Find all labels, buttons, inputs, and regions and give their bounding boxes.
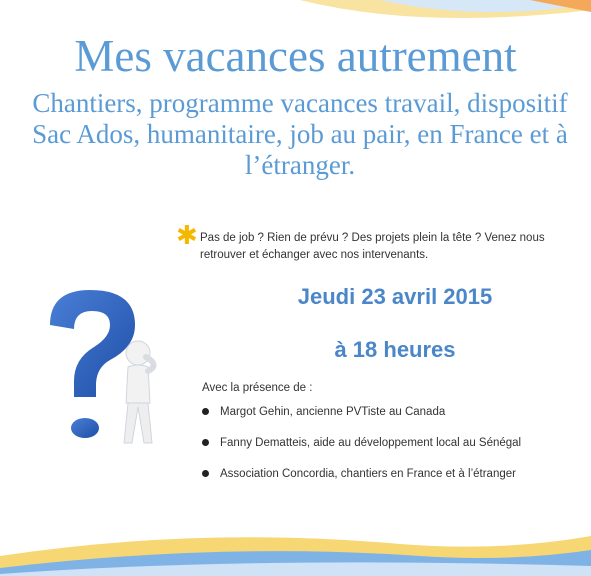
page-subtitle: Chantiers, programme vacances travail, dispositif Sac Ados, humanitaire, job au pair, en France et à l’étranger. <box>32 88 568 180</box>
question-mark-person-icon <box>30 285 180 455</box>
event-time: à 18 heures <box>334 337 456 362</box>
page-title: Mes vacances autrement <box>74 31 517 81</box>
list-item: Association Concordia, chantiers en France et à l’étranger <box>200 467 521 498</box>
list-item: Fanny Dematteis, aide au développement local au Sénégal <box>200 436 521 467</box>
bottom-wave-decoration <box>0 516 591 576</box>
bullet-icon <box>202 470 209 477</box>
speaker-list <box>200 405 521 498</box>
bullet-icon <box>202 408 209 415</box>
presence-label: Avec la présence de : <box>202 382 313 394</box>
event-date: Jeudi 23 avril 2015 <box>297 284 493 309</box>
bullet-icon <box>202 439 209 446</box>
asterisk-icon: ✱ <box>176 220 198 250</box>
intro-text: Pas de job ? Rien de prévu ? Des projets plein la tête ? Venez nous retrouver et échanger avec nos intervenants. <box>200 232 545 261</box>
list-item: Margot Gehin, ancienne PVTiste au Canada <box>200 405 521 436</box>
